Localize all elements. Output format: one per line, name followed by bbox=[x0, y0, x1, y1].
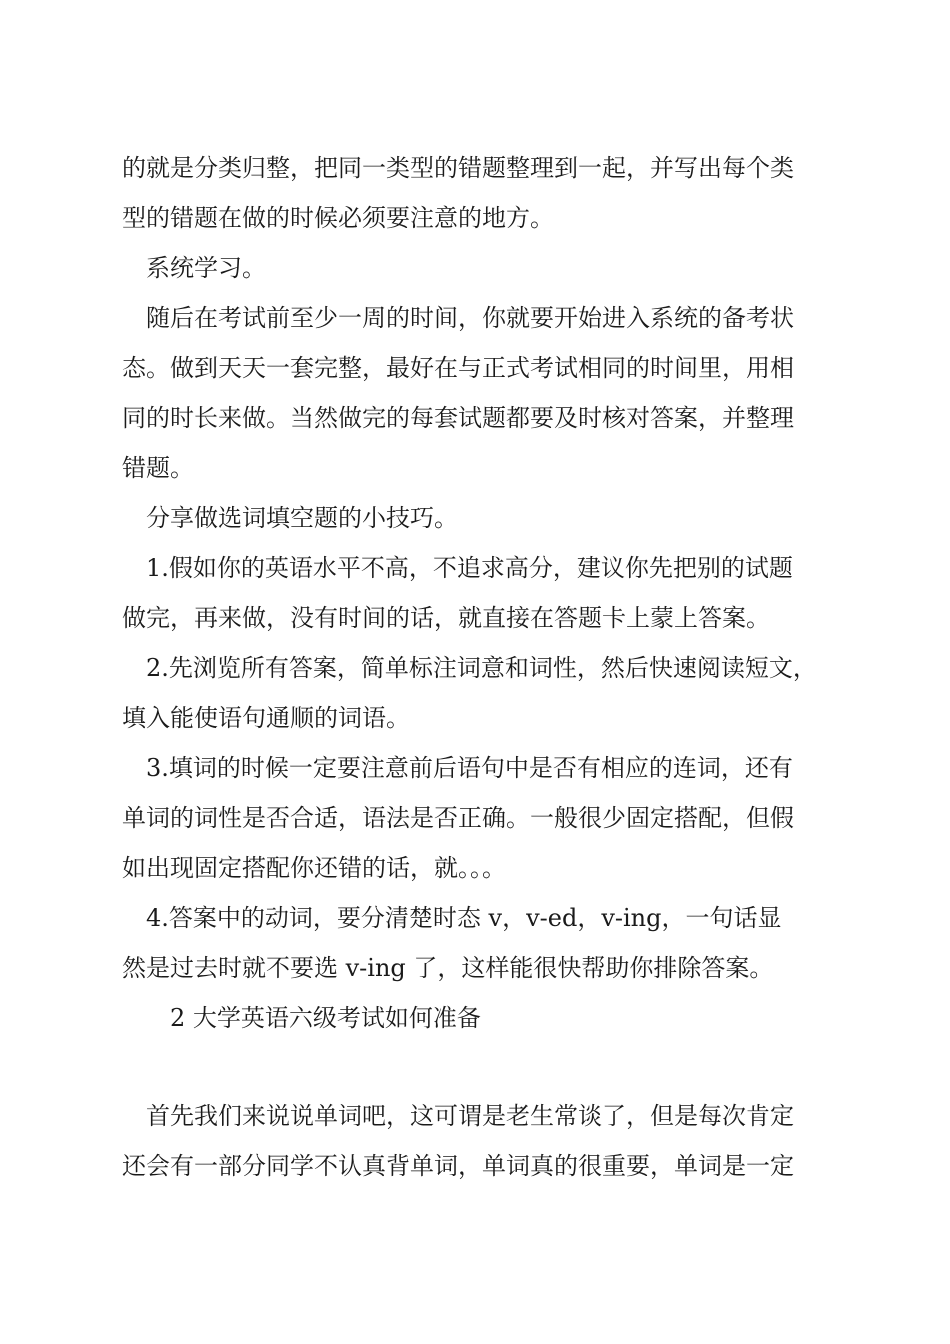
list-item-3-continued: 单词的词性是否合适，语法是否正确。一般很少固定搭配，但假 bbox=[122, 804, 794, 832]
subsection-title: 2 大学英语六级考试如何准备 bbox=[170, 1004, 481, 1032]
list-item-2-continued: 填入能使语句通顺的词语。 bbox=[122, 704, 410, 732]
list-item-2: 2.先浏览所有答案，简单标注词意和词性，然后快速阅读短文， bbox=[146, 654, 817, 682]
list-item-3-continued: 如出现固定搭配你还错的话，就。。。 bbox=[122, 854, 506, 882]
list-item-3: 3.填词的时候一定要注意前后语句中是否有相应的连词，还有 bbox=[146, 754, 793, 782]
paragraph-line: 态。做到天天一套完整，最好在与正式考试相同的时间里，用相 bbox=[122, 354, 794, 382]
paragraph-line: 同的时长来做。当然做完的每套试题都要及时核对答案，并整理 bbox=[122, 404, 794, 432]
section-heading: 分享做选词填空题的小技巧。 bbox=[146, 504, 458, 532]
section-heading: 系统学习。 bbox=[146, 254, 266, 282]
paragraph-line: 错题。 bbox=[122, 454, 194, 482]
paragraph-line: 还会有一部分同学不认真背单词，单词真的很重要，单词是一定 bbox=[122, 1152, 794, 1180]
paragraph-line: 随后在考试前至少一周的时间，你就要开始进入系统的备考状 bbox=[146, 304, 794, 332]
list-item-4: 4.答案中的动词，要分清楚时态 v，v-ed，v-ing，一句话显 bbox=[146, 904, 782, 932]
paragraph-line: 首先我们来说说单词吧，这可谓是老生常谈了，但是每次肯定 bbox=[146, 1102, 794, 1130]
list-item-1: 1.假如你的英语水平不高，不追求高分，建议你先把别的试题 bbox=[146, 554, 793, 582]
paragraph-line: 的就是分类归整，把同一类型的错题整理到一起，并写出每个类 bbox=[122, 154, 794, 182]
paragraph-line: 型的错题在做的时候必须要注意的地方。 bbox=[122, 204, 554, 232]
list-item-4-continued: 然是过去时就不要选 v-ing 了，这样能很快帮助你排除答案。 bbox=[122, 954, 774, 982]
list-item-1-continued: 做完，再来做，没有时间的话，就直接在答题卡上蒙上答案。 bbox=[122, 604, 770, 632]
